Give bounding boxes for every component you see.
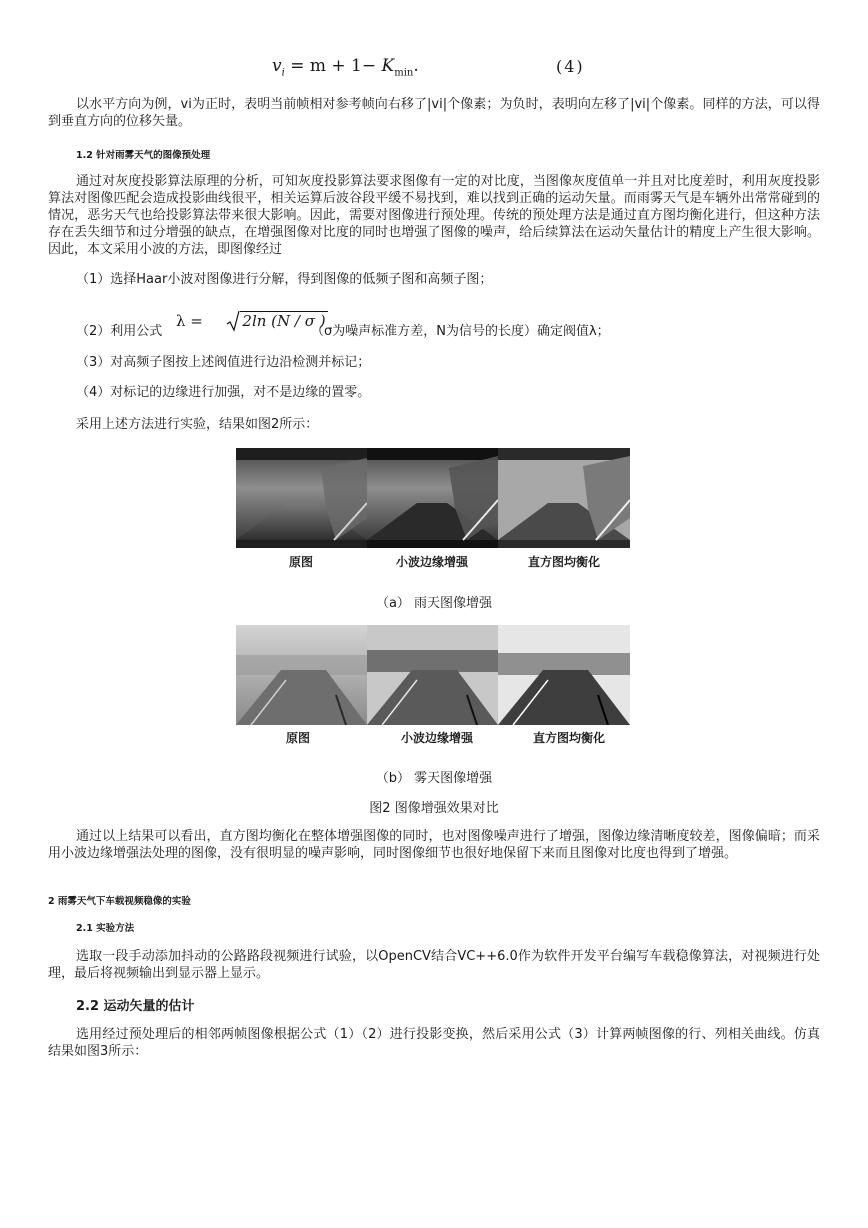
section-heading-2-2: 2.2 运动矢量的估计: [76, 999, 195, 1014]
caption-figure-2b: （b） 雾天图像增强: [375, 771, 493, 786]
paragraph-preprocessing: 通过对灰度投影算法原理的分析，可知灰度投影算法要求图像有一定的对比度，当图像灰度值单一并且对比度差时，利用灰度投影算法对图像匹配会造成投影曲线很平，相关运算后波谷段平缓不易找到，难以找到正确的运动矢量。而雨雾天气是车辆外出常常碰到的情况，恶劣天气也给投影算法带来很大影响。因此，需要对图像进行预处理。传统的预处理方法是通过直方图均衡化进行，但这种方法存在丢失细节和过分增强的缺点，在增强图像对比度的同时也增强了图像的噪声，给后续算法在运动矢量估计的精度上产生很大影响。因此，本文采用小波的方法，即图像经过: [48, 174, 820, 257]
rain-images: [236, 448, 630, 548]
rain-original-image: [236, 448, 367, 548]
step-1: （1）选择Haar小波对图像进行分解，得到图像的低频子图和高频子图；: [76, 272, 493, 287]
label-b-original: 原图: [285, 731, 310, 745]
rain-wavelet-image: [367, 448, 498, 548]
fog-original-image: [236, 625, 367, 725]
radicand: 2ln (N / σ ): [242, 312, 326, 330]
step-4: （4）对标记的边缘进行加强，对不是边缘的置零。: [76, 385, 371, 400]
paragraph-results-analysis: 通过以上结果可以看出，直方图均衡化在整体增强图像的同时，也对图像噪声进行了增强，图像边缘清晰度较差，图像偏暗；而采用小波边缘增强法处理的图像，没有很明显的噪声影响，同时图像细节也很好地保留下来而且图像对比度也得到了增强。: [48, 829, 820, 861]
figure-2a: [236, 448, 630, 548]
rain-histeq-image: [498, 448, 630, 548]
section-heading-2-1: 2.1 实验方法: [76, 923, 135, 934]
paragraph-experiment-intro: 采用上述方法进行实验，结果如图2所示：: [76, 417, 319, 432]
fog-wavelet-image: [367, 625, 498, 725]
label-b-wavelet: 小波边缘增强: [400, 731, 473, 745]
equation-number: (4): [556, 57, 585, 76]
paragraph-direction: 以水平方向为例，vi为正时，表明当前帧相对参考帧向右移了|vi|个像素；为负时，表明向左移了|vi|个像素。同样的方法，可以得到垂直方向的位移矢量。: [48, 97, 820, 129]
caption-figure-2a: （a） 雨天图像增强: [375, 596, 493, 611]
figure-2b: [236, 625, 630, 725]
fog-histeq-image: [498, 625, 630, 725]
threshold-formula: [176, 310, 328, 332]
label-b-histeq: 直方图均衡化: [532, 731, 605, 745]
label-a-histeq: 直方图均衡化: [527, 555, 600, 569]
fog-images: [236, 625, 630, 725]
section-heading-1-2: 1.2 针对雨雾天气的图像预处理: [76, 150, 211, 161]
paragraph-method: 选取一段手动添加抖动的公路路段视频进行试验，以OpenCV结合VC++6.0作为软件开发平台编写车载稳像算法，对视频进行处理，最后将视频输出到显示器上显示。: [48, 949, 820, 981]
paragraph-motion-vector: 选用经过预处理后的相邻两帧图像根据公式（1）（2）进行投影变换，然后采用公式（3）计算两帧图像的行、列相关曲线。仿真结果如图3所示：: [48, 1027, 820, 1059]
label-a-original: 原图: [288, 555, 313, 569]
equation-4: $v_i = m + 1- K_{min}$.: [272, 56, 419, 79]
label-a-wavelet: 小波边缘增强: [395, 555, 468, 569]
step-3: （3）对高频子图按上述阀值进行边沿检测并标记；: [76, 355, 371, 370]
step-2-prefix: （2）利用公式: [76, 324, 163, 339]
lambda-symbol: λ =: [176, 312, 203, 330]
caption-figure-2: 图2 图像增强效果对比: [369, 801, 499, 816]
step-2-suffix: （σ为噪声标准方差，N为信号的长度）确定阀值λ；: [311, 324, 610, 339]
sqrt-sign: [226, 310, 240, 332]
section-heading-2: 2 雨雾天气下车载视频稳像的实验: [48, 896, 191, 907]
